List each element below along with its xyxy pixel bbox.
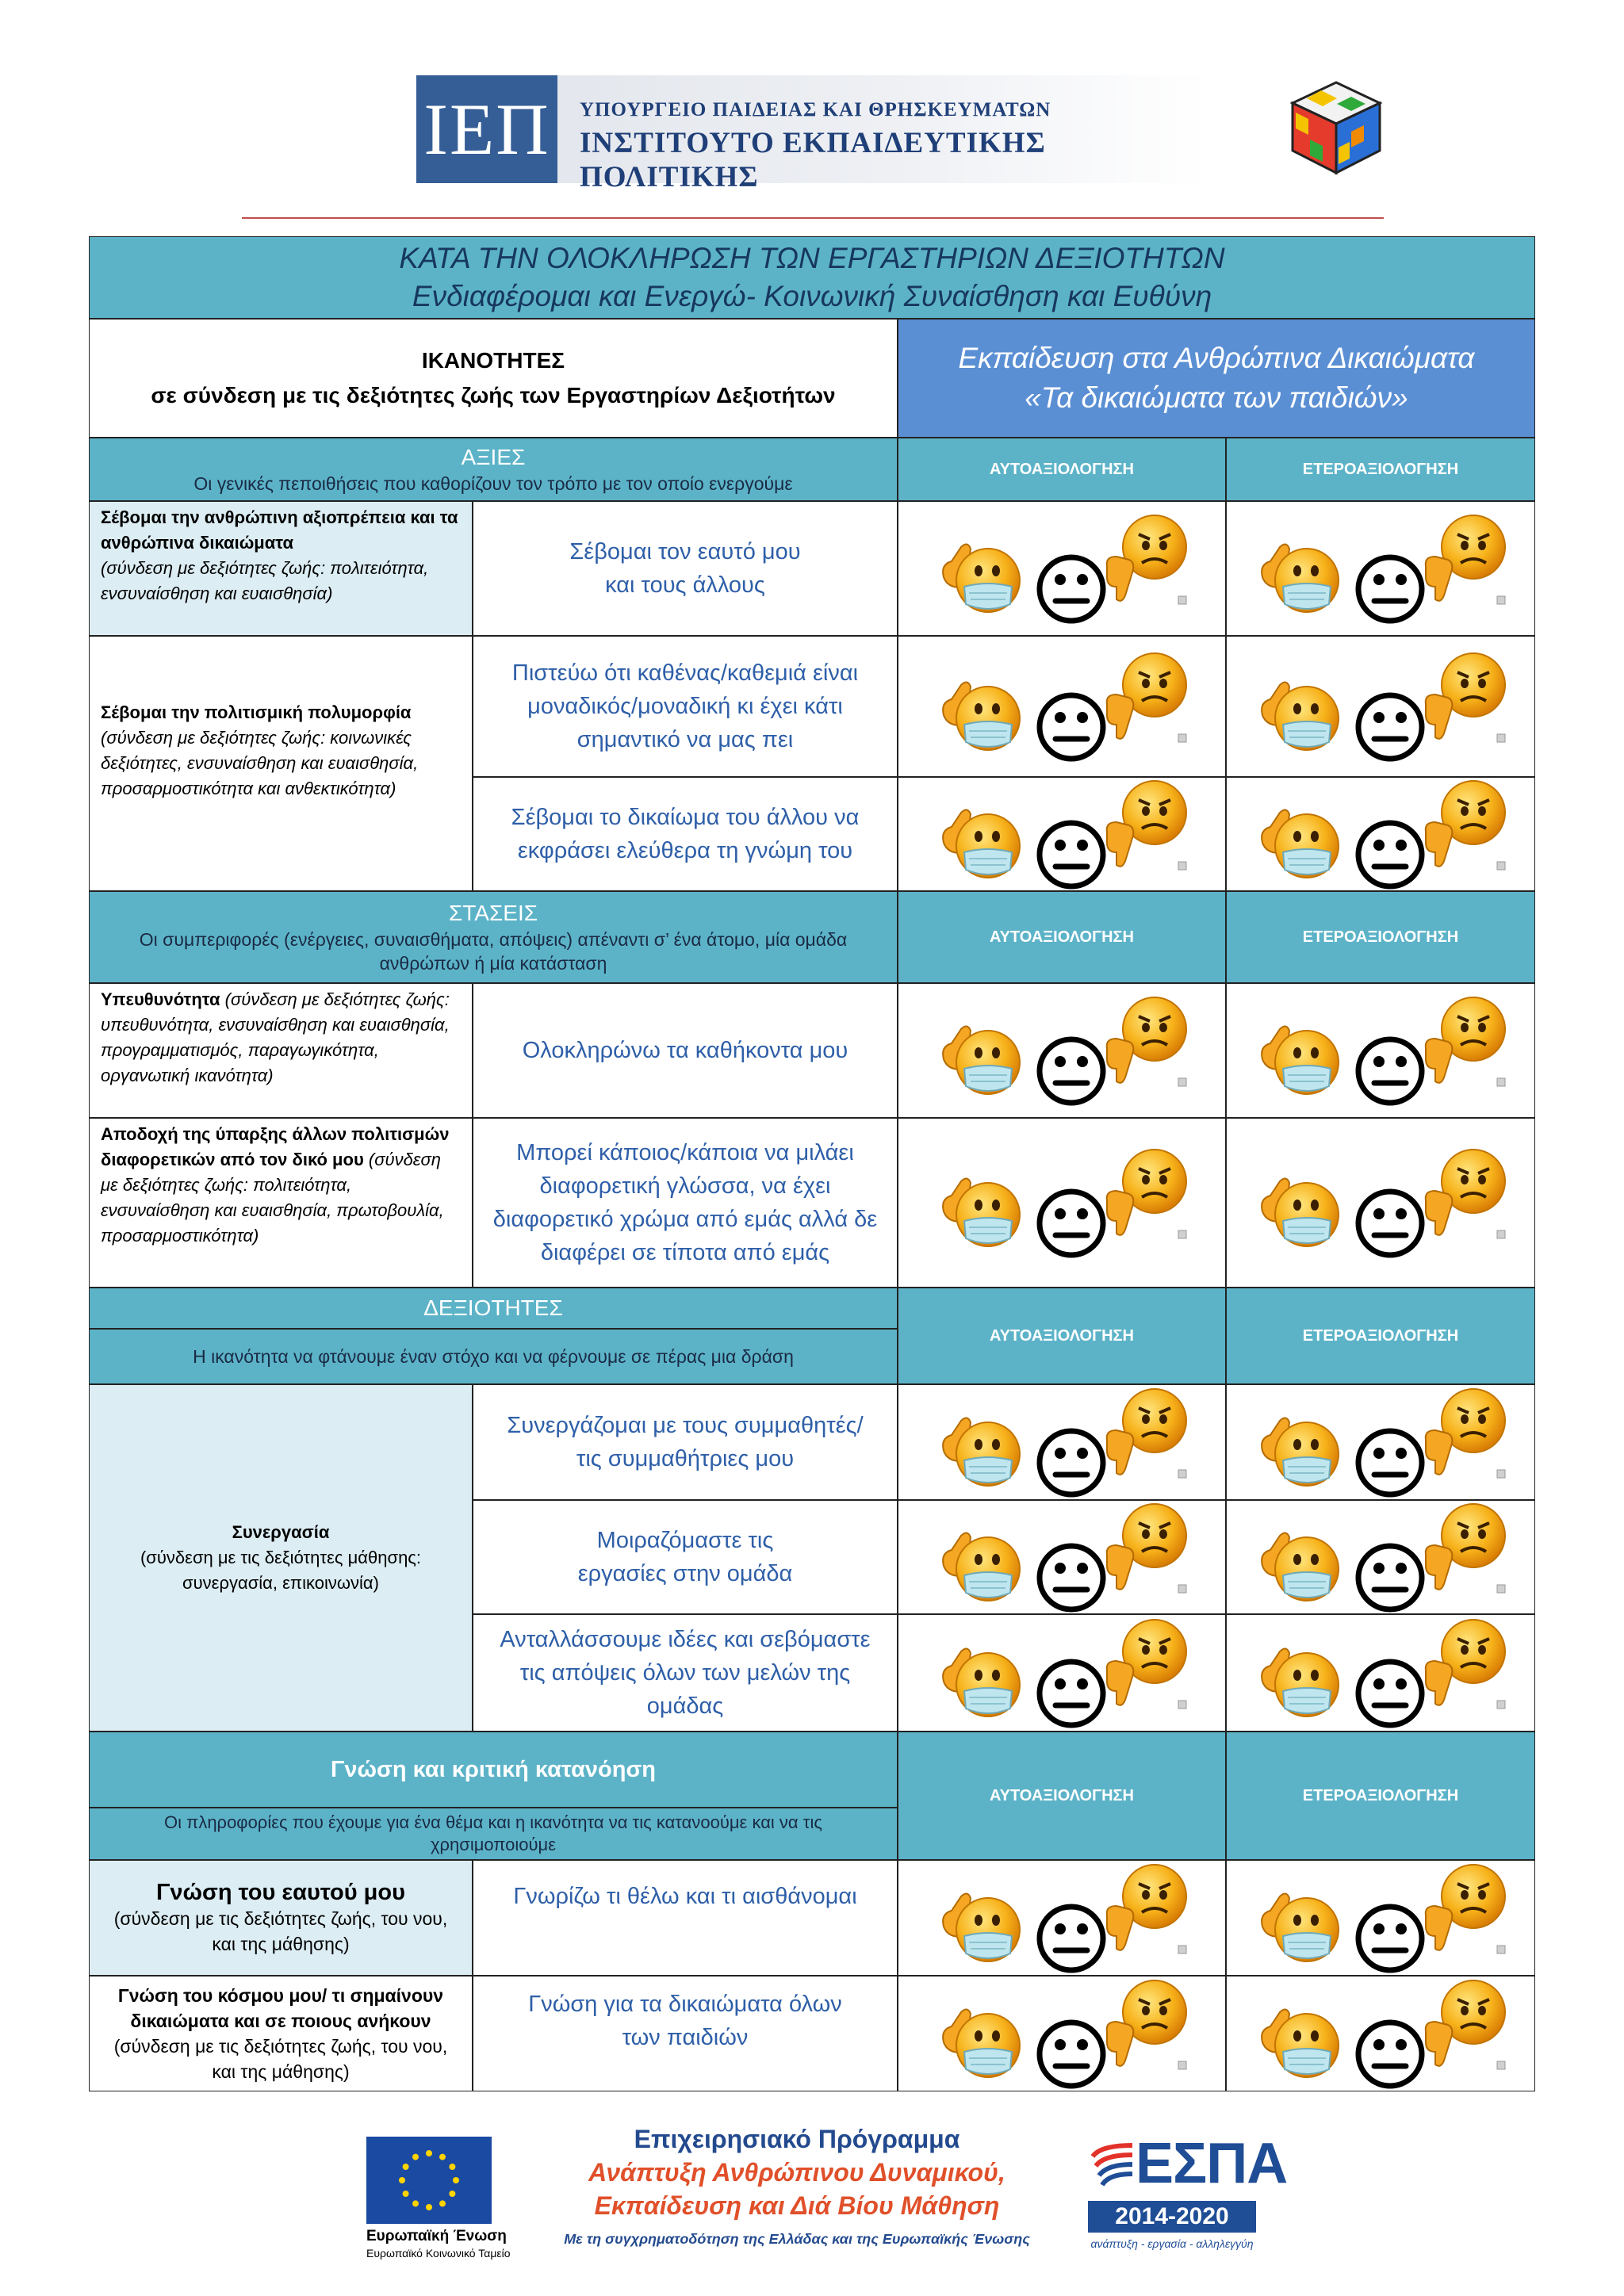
thumbs-down-frown-icon[interactable] bbox=[1102, 1863, 1188, 1957]
neutral-face-icon[interactable] bbox=[1036, 691, 1107, 763]
rating-faces bbox=[1256, 1863, 1502, 1966]
education-title: Εκπαίδευση στα Ανθρώπινα Δικαιώματα bbox=[958, 342, 1475, 374]
values-row1-desc: Σέβομαι την ανθρώπινη αξιοπρέπεια και τα ανθρώπινα δικαιώματα (σύνδεση με δεξιότητες ζωής: πολιτειότητα, ενσυναίσθηση και ευαισθησία) bbox=[89, 501, 473, 636]
thumbs-down-frown-icon[interactable] bbox=[1421, 652, 1507, 745]
rating-faces bbox=[937, 514, 1183, 617]
rating-faces bbox=[1256, 779, 1502, 882]
thumbs-down-frown-icon[interactable] bbox=[1102, 1618, 1188, 1712]
skills-row-desc: Συνεργασία (σύνδεση με τις δεξιότητες μάθησης: συνεργασία, επικοινωνία) bbox=[89, 1384, 473, 1732]
values-row2-desc: Σέβομαι την πολιτισμική πολυμορφία (σύνδεση με δεξιότητες ζωής: κοινωνικές δεξιότητες, ενσυναίσθηση και ευαισθησία, προσαρμοστικότητα και ανθεκτικότητα) bbox=[89, 636, 473, 891]
neutral-face-icon[interactable] bbox=[1036, 1903, 1107, 1974]
eu-star bbox=[403, 2191, 409, 2197]
rating-self[interactable] bbox=[898, 1500, 1226, 1614]
thumbs-up-mask-icon[interactable] bbox=[937, 1023, 1023, 1099]
neutral-face-icon[interactable] bbox=[1354, 1427, 1426, 1498]
values-row2-statement-b: Σέβομαι το δικαίωμα του άλλου να εκφράσει ελεύθερα τη γνώμη του bbox=[473, 777, 898, 891]
neutral-face-icon[interactable] bbox=[1354, 1903, 1426, 1974]
knowledge-subtitle: Οι πληροφορίες που έχουμε για ένα θέμα και η ικανότητα να τις κατανοούμε και να τις χρησιμοποιούμε bbox=[164, 1812, 822, 1854]
values-row1-statement: Σέβομαι τον εαυτό μου και τους άλλους bbox=[473, 501, 898, 636]
rating-self[interactable] bbox=[898, 1614, 1226, 1732]
thumbs-down-frown-icon[interactable] bbox=[1421, 779, 1507, 873]
thumbs-up-mask-icon[interactable] bbox=[937, 679, 1023, 755]
thumbs-down-frown-icon[interactable] bbox=[1421, 996, 1507, 1089]
education-header bbox=[898, 319, 1535, 438]
op-title: Επιχειρησιακό Πρόγραμμα bbox=[634, 2125, 960, 2153]
rating-self[interactable] bbox=[898, 1384, 1226, 1500]
attitudes-subtitle: Οι συμπεριφορές (ενέργειες, συναισθήματα, απόψεις) απέναντι σ’ ένα άτομο, μία ομάδα ανθρώπων ή μία κατάσταση bbox=[139, 929, 848, 974]
rating-peer[interactable] bbox=[1226, 1976, 1535, 2091]
thumbs-down-frown-icon[interactable] bbox=[1102, 514, 1188, 607]
knowledge-row1-statement: Γνωρίζω τι θέλω και τι αισθάνομαι bbox=[473, 1860, 898, 1976]
rating-self[interactable] bbox=[898, 636, 1226, 777]
rating-faces bbox=[937, 1979, 1183, 2082]
neutral-face-icon[interactable] bbox=[1354, 1542, 1426, 1613]
op-line2: Ανάπτυξη Ανθρώπινου Δυναμικού, bbox=[588, 2158, 1005, 2187]
header-divider bbox=[242, 217, 1384, 219]
thumbs-down-frown-icon[interactable] bbox=[1421, 1979, 1507, 2072]
skills-section-header bbox=[89, 1288, 898, 1329]
institute-name: ΙΝΣΤΙΤΟΥΤΟ ΕΚΠΑΙΔΕΥΤΙΚΗΣ ΠΟΛΙΤΙΚΗΣ bbox=[580, 127, 1046, 193]
thumbs-up-mask-icon[interactable] bbox=[937, 1175, 1023, 1251]
page-title-line1: ΚΑΤΑ ΤΗΝ ΟΛΟΚΛΗΡΩΣΗ ΤΩΝ ΕΡΓΑΣΤΗΡΙΩΝ ΔΕΞΙΟΤΗΤΩΝ bbox=[399, 242, 1225, 274]
rating-faces bbox=[1256, 1618, 1502, 1721]
thumbs-up-mask-icon[interactable] bbox=[937, 806, 1023, 882]
thumbs-up-mask-icon[interactable] bbox=[1256, 1023, 1342, 1099]
attitudes-title: ΣΤΑΣΕΙΣ bbox=[448, 901, 538, 925]
neutral-face-icon[interactable] bbox=[1036, 553, 1107, 625]
rating-peer[interactable] bbox=[1226, 1860, 1535, 1976]
rating-peer[interactable] bbox=[1226, 777, 1535, 891]
thumbs-up-mask-icon[interactable] bbox=[1256, 1414, 1342, 1490]
competences-header bbox=[89, 319, 898, 438]
attitudes-row1-statement: Ολοκληρώνω τα καθήκοντα μου bbox=[473, 983, 898, 1118]
thumbs-up-mask-icon[interactable] bbox=[1256, 1645, 1342, 1721]
thumbs-down-frown-icon[interactable] bbox=[1102, 1148, 1188, 1242]
eu-star bbox=[439, 2154, 446, 2160]
op-cofunding: Με τη συγχρηματοδότηση της Ελλάδας και της Ευρωπαϊκής Ένωσης bbox=[564, 2231, 1030, 2247]
knowledge-row2-desc: Γνώση του κόσμου μου/ τι σημαίνουν δικαιώματα και σε ποιους ανήκουν (σύνδεση με τις δεξιότητες ζωής, του νου, και της μάθησης) bbox=[89, 1976, 473, 2091]
neutral-face-icon[interactable] bbox=[1036, 1427, 1107, 1498]
skills-title: ΔΕΞΙΟΤΗΤΕΣ bbox=[423, 1295, 563, 1320]
espa-logo-icon bbox=[1085, 2141, 1136, 2196]
eu-star bbox=[426, 2150, 432, 2156]
rating-peer[interactable] bbox=[1226, 1118, 1535, 1288]
rating-faces bbox=[937, 1502, 1183, 1605]
thumbs-up-mask-icon[interactable] bbox=[937, 541, 1023, 617]
thumbs-up-mask-icon[interactable] bbox=[1256, 2006, 1342, 2082]
rubiks-cube-icon bbox=[1285, 76, 1388, 179]
page-title bbox=[89, 236, 1535, 319]
rating-faces bbox=[1256, 1979, 1502, 2082]
rating-faces bbox=[937, 652, 1183, 755]
thumbs-down-frown-icon[interactable] bbox=[1102, 1502, 1188, 1596]
self-eval-header: ΑΥΤΟΑΞΙΟΛΟΓΗΣΗ bbox=[898, 438, 1226, 501]
thumbs-down-frown-icon[interactable] bbox=[1421, 1618, 1507, 1712]
knowledge-subtitle-cell bbox=[89, 1808, 898, 1860]
self-eval-header: ΑΥΤΟΑΞΙΟΛΟΓΗΣΗ bbox=[898, 1288, 1226, 1384]
thumbs-down-frown-icon[interactable] bbox=[1102, 779, 1188, 873]
knowledge-row2-statement: Γνώση για τα δικαιώματα όλων των παιδιών bbox=[473, 1976, 898, 2091]
rating-faces bbox=[1256, 1502, 1502, 1605]
neutral-face-icon[interactable] bbox=[1036, 1035, 1107, 1107]
neutral-face-icon[interactable] bbox=[1036, 1658, 1107, 1729]
rating-peer[interactable] bbox=[1226, 636, 1535, 777]
attitudes-row1-desc: Υπευθυνότητα (σύνδεση με δεξιότητες ζωής: υπευθυνότητα, ενσυναίσθηση και ευαισθησία, προγραμματισμός, παραγωγικότητα, οργανωτική ικανότητα) bbox=[89, 983, 473, 1118]
thumbs-up-mask-icon[interactable] bbox=[937, 1414, 1023, 1490]
rating-faces bbox=[937, 996, 1183, 1099]
values-row2-statement-a: Πιστεύω ότι καθένας/καθεμιά είναι μοναδικός/μοναδική κι έχει κάτι σημαντικό να μας πει bbox=[473, 636, 898, 777]
thumbs-down-frown-icon[interactable] bbox=[1102, 1387, 1188, 1481]
espa-years: 2014-2020 bbox=[1088, 2201, 1256, 2233]
rating-self[interactable] bbox=[898, 777, 1226, 891]
neutral-face-icon[interactable] bbox=[1354, 1035, 1426, 1107]
thumbs-up-mask-icon[interactable] bbox=[1256, 1890, 1342, 1966]
rating-self[interactable] bbox=[898, 501, 1226, 636]
peer-eval-header: ΕΤΕΡΟΑΞΙΟΛΟΓΗΣΗ bbox=[1226, 438, 1535, 501]
rating-faces bbox=[1256, 514, 1502, 617]
attitudes-row2-statement: Μπορεί κάποιος/κάποια να μιλάει διαφορετική γλώσσα, να έχει διαφορετικό χρώμα από εμάς αλλά δε διαφέρει σε τίποτα από εμάς bbox=[473, 1118, 898, 1288]
rating-faces bbox=[937, 1387, 1183, 1490]
neutral-face-icon[interactable] bbox=[1036, 819, 1107, 890]
rating-peer[interactable] bbox=[1226, 1384, 1535, 1500]
eu-star bbox=[399, 2177, 405, 2183]
thumbs-up-mask-icon[interactable] bbox=[1256, 679, 1342, 755]
neutral-face-icon[interactable] bbox=[1354, 819, 1426, 890]
eu-caption: Ευρωπαϊκή Ένωση bbox=[366, 2228, 507, 2244]
thumbs-down-frown-icon[interactable] bbox=[1102, 996, 1188, 1089]
knowledge-section-header bbox=[89, 1732, 898, 1808]
rating-faces bbox=[937, 1863, 1183, 1966]
rating-faces bbox=[937, 1148, 1183, 1251]
eu-star bbox=[403, 2164, 409, 2170]
iep-logo-letters: ΙΕΠ bbox=[416, 75, 557, 183]
knowledge-title: Γνώση και κριτική κατανόηση bbox=[330, 1756, 657, 1782]
values-section-header bbox=[89, 438, 898, 501]
op-line3: Εκπαίδευση και Διά Βίου Μάθηση bbox=[594, 2191, 1000, 2220]
rating-faces bbox=[1256, 1148, 1502, 1251]
neutral-face-icon[interactable] bbox=[1354, 691, 1426, 763]
rating-faces bbox=[937, 1618, 1183, 1721]
neutral-face-icon[interactable] bbox=[1036, 1188, 1107, 1259]
rating-faces bbox=[1256, 652, 1502, 755]
rating-peer[interactable] bbox=[1226, 983, 1535, 1118]
eu-star bbox=[412, 2200, 419, 2206]
espa-wordmark: ΕΣΠΑ bbox=[1136, 2132, 1288, 2195]
thumbs-up-mask-icon[interactable] bbox=[1256, 541, 1342, 617]
page-title-line2: Ενδιαφέρομαι και Ενεργώ- Κοινωνική Συναίσθηση και Ευθύνη bbox=[412, 280, 1212, 312]
iep-logo bbox=[416, 75, 1209, 193]
knowledge-row1-desc: Γνώση του εαυτού μου (σύνδεση με τις δεξιότητες ζωής, του νου, και της μάθησης) bbox=[89, 1860, 473, 1976]
thumbs-down-frown-icon[interactable] bbox=[1102, 1979, 1188, 2072]
skills-subtitle-cell bbox=[89, 1329, 898, 1384]
education-subtitle: «Τα δικαιώματα των παιδιών» bbox=[1025, 381, 1408, 414]
espa-tagline: ανάπτυξη - εργασία - αλληλεγγύη bbox=[1090, 2237, 1254, 2250]
values-subtitle: Οι γενικές πεποιθήσεις που καθορίζουν τον τρόπο με τον οποίο ενεργούμε bbox=[193, 473, 793, 494]
values-title: ΑΞΙΕΣ bbox=[461, 445, 526, 469]
thumbs-up-mask-icon[interactable] bbox=[937, 1645, 1023, 1721]
self-eval-header: ΑΥΤΟΑΞΙΟΛΟΓΗΣΗ bbox=[898, 891, 1226, 983]
rating-faces bbox=[1256, 996, 1502, 1099]
thumbs-up-mask-icon[interactable] bbox=[1256, 806, 1342, 882]
thumbs-down-frown-icon[interactable] bbox=[1421, 1502, 1507, 1596]
eu-star bbox=[449, 2191, 455, 2197]
neutral-face-icon[interactable] bbox=[1354, 1658, 1426, 1729]
thumbs-up-mask-icon[interactable] bbox=[1256, 1175, 1342, 1251]
thumbs-down-frown-icon[interactable] bbox=[1421, 1387, 1507, 1481]
attitudes-section-header bbox=[89, 891, 898, 983]
attitudes-row2-desc: Αποδοχή της ύπαρξης άλλων πολιτισμών διαφορετικών από τον δικό μου (σύνδεση με δεξιότητες ζωής: πολιτειότητα, ενσυναίσθηση και ευαισθησία, πρωτοβουλία, προσαρμοστικότητα) bbox=[89, 1118, 473, 1288]
peer-eval-header: ΕΤΕΡΟΑΞΙΟΛΟΓΗΣΗ bbox=[1226, 1732, 1535, 1860]
eu-flag-icon bbox=[366, 2137, 492, 2224]
thumbs-up-mask-icon[interactable] bbox=[937, 1529, 1023, 1605]
skills-statement-c: Ανταλλάσσουμε ιδέες και σεβόμαστε τις απόψεις όλων των μελών της ομάδας bbox=[473, 1614, 898, 1732]
skills-statement-b: Μοιραζόμαστε τις εργασίες στην ομάδα bbox=[473, 1500, 898, 1614]
rating-peer[interactable] bbox=[1226, 1500, 1535, 1614]
skills-subtitle: Η ικανότητα να φτάνουμε έναν στόχο και να φέρνουμε σε πέρας μια δράση bbox=[193, 1346, 794, 1367]
competences-title: ΙΚΑΝΟΤΗΤΕΣ bbox=[421, 348, 565, 373]
neutral-face-icon[interactable] bbox=[1354, 2019, 1426, 2090]
eu-star bbox=[439, 2200, 446, 2206]
neutral-face-icon[interactable] bbox=[1036, 2019, 1107, 2090]
neutral-face-icon[interactable] bbox=[1354, 553, 1426, 625]
thumbs-up-mask-icon[interactable] bbox=[1256, 1529, 1342, 1605]
thumbs-up-mask-icon[interactable] bbox=[937, 2006, 1023, 2082]
thumbs-down-frown-icon[interactable] bbox=[1421, 1863, 1507, 1957]
rating-self[interactable] bbox=[898, 1118, 1226, 1288]
thumbs-down-frown-icon[interactable] bbox=[1102, 652, 1188, 745]
thumbs-down-frown-icon[interactable] bbox=[1421, 1148, 1507, 1242]
rating-self[interactable] bbox=[898, 1976, 1226, 2091]
rating-self[interactable] bbox=[898, 1860, 1226, 1976]
eu-star bbox=[453, 2177, 459, 2183]
eu-fund-caption: Ευρωπαϊκό Κοινωνικό Ταμείο bbox=[366, 2247, 511, 2260]
rating-faces bbox=[937, 779, 1183, 882]
competences-subtitle: σε σύνδεση με τις δεξιότητες ζωής των Εργαστηρίων Δεξιοτήτων bbox=[151, 383, 836, 408]
thumbs-up-mask-icon[interactable] bbox=[937, 1890, 1023, 1966]
rating-faces bbox=[1256, 1387, 1502, 1490]
eu-star bbox=[412, 2154, 419, 2160]
ministry-name: ΥΠΟΥΡΓΕΙΟ ΠΑΙΔΕΙΑΣ ΚΑΙ ΘΡΗΣΚΕΥΜΑΤΩΝ bbox=[580, 99, 1051, 121]
rating-peer[interactable] bbox=[1226, 1614, 1535, 1732]
rating-peer[interactable] bbox=[1226, 501, 1535, 636]
neutral-face-icon[interactable] bbox=[1036, 1542, 1107, 1613]
peer-eval-header: ΕΤΕΡΟΑΞΙΟΛΟΓΗΣΗ bbox=[1226, 891, 1535, 983]
eu-star bbox=[449, 2164, 455, 2170]
neutral-face-icon[interactable] bbox=[1354, 1188, 1426, 1259]
eu-star bbox=[426, 2204, 432, 2210]
skills-statement-a: Συνεργάζομαι με τους συμμαθητές/τις συμμαθήτριες μου bbox=[473, 1384, 898, 1500]
self-eval-header: ΑΥΤΟΑΞΙΟΛΟΓΗΣΗ bbox=[898, 1732, 1226, 1860]
rating-self[interactable] bbox=[898, 983, 1226, 1118]
peer-eval-header: ΕΤΕΡΟΑΞΙΟΛΟΓΗΣΗ bbox=[1226, 1288, 1535, 1384]
thumbs-down-frown-icon[interactable] bbox=[1421, 514, 1507, 607]
